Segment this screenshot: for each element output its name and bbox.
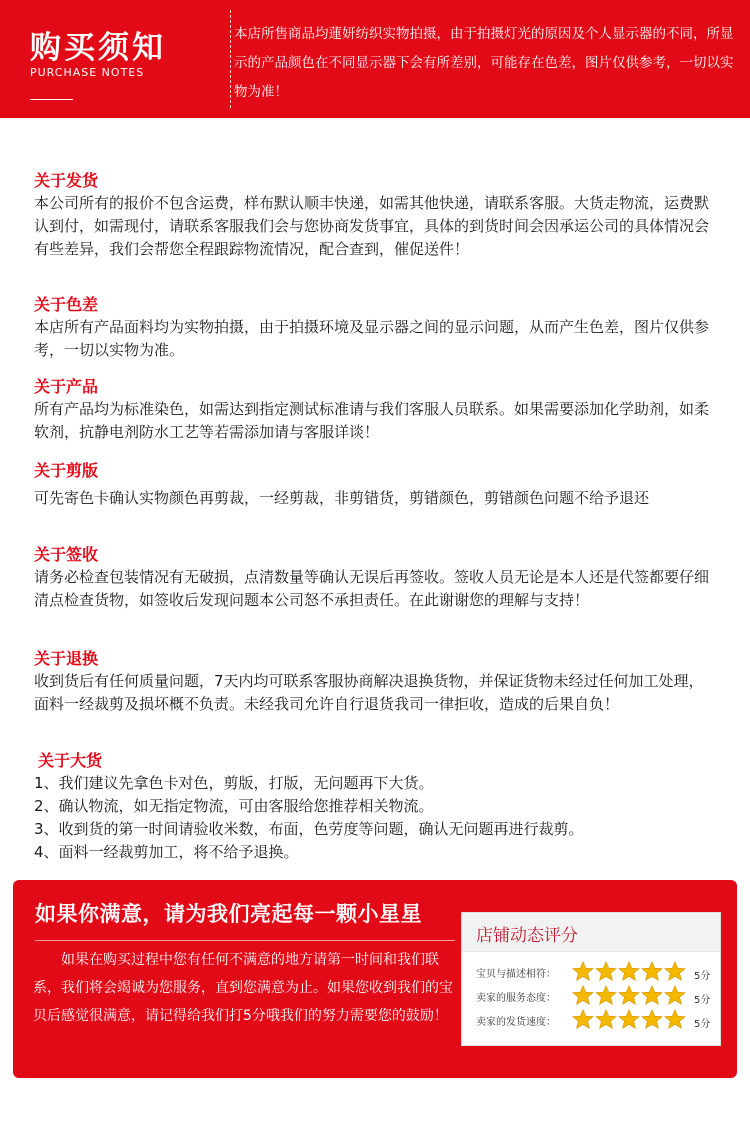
star-icon <box>664 1009 686 1029</box>
star-icon <box>618 985 640 1005</box>
star-group <box>572 1009 687 1031</box>
rating-title: 店铺动态评分 <box>476 926 578 946</box>
rating-row-shipping-speed <box>476 1009 716 1031</box>
section-title: 关于剪版 <box>34 461 99 480</box>
section-returns <box>34 648 714 716</box>
section-signing <box>34 544 714 612</box>
star-icon <box>595 1009 617 1029</box>
section-product <box>34 376 714 444</box>
star-icon <box>641 1009 663 1029</box>
title-underline <box>30 99 73 100</box>
list-item: 3、收到货的第一时间请验收米数，布面，色劳度等问题，确认无问题再进行裁剪。 <box>34 820 584 838</box>
rating-label: 卖家的发货速度： <box>476 1017 556 1028</box>
list-item: 4、面料一经裁剪加工，将不给予退换。 <box>34 843 299 861</box>
rating-label: 宝贝与描述相符： <box>476 969 556 980</box>
satisfaction-divider <box>35 940 455 941</box>
section-body: 本店所有产品面料均为实物拍摄，由于拍摄环境及显示器之间的显示问题，从而产生色差，图片仅供参考，一切以实物为准。 <box>34 318 710 359</box>
section-body: 本公司所有的报价不包含运费，样布默认顺丰快递，如需其他快递，请联系客服。大货走物流，运费默认到付，如需现付，请联系客服我们会与您协商发货事宜，具体的到货时间会因承运公司的具体情况会有些差异，我们会帮您全程跟踪物流情况，配合查到，催促送件！ <box>34 194 710 258</box>
list-item: 2、确认物流，如无指定物流，可由客服给您推荐相关物流。 <box>34 797 434 815</box>
section-body: 收到货后有任何质量问题，7天内均可联系客服协商解决退换货物，并保证货物未经过任何加工处理，面料一经裁剪及损坏概不负责。未经我司允许自行退货我司一律拒收，造成的后果自负！ <box>34 672 704 713</box>
star-icon <box>595 961 617 981</box>
rating-score: 5分 <box>694 1019 711 1030</box>
star-icon <box>641 985 663 1005</box>
list-item: 1、我们建议先拿色卡对色，剪版，打版，无问题再下大货。 <box>34 774 434 792</box>
header-title-block <box>0 0 230 118</box>
section-cutting <box>34 460 714 515</box>
section-title: 关于大货 <box>38 751 103 770</box>
star-icon <box>572 985 594 1005</box>
header-divider <box>230 10 231 108</box>
page-subtitle: PURCHASE NOTES <box>30 66 145 79</box>
header-banner <box>0 0 750 118</box>
star-icon <box>641 961 663 981</box>
section-body: 可先寄色卡确认实物颜色再剪裁，一经剪裁，非剪错货，剪错颜色，剪错颜色问题不给予退还 <box>34 489 650 507</box>
star-icon <box>572 1009 594 1029</box>
section-color-difference <box>34 294 714 362</box>
satisfaction-body: 如果在购买过程中您有任何不满意的地方请第一时间和我们联系，我们将会竭诚为您服务，直到您满意为止。如果您收到我们的宝贝后感觉很满意，请记得给我们打5分哦我们的努力需要您的鼓励！ <box>33 952 453 1024</box>
section-title: 关于发货 <box>34 171 99 190</box>
star-icon <box>664 985 686 1005</box>
store-rating-card <box>461 912 721 1046</box>
rating-score: 5分 <box>694 995 711 1006</box>
section-shipping <box>34 170 714 261</box>
section-body: 所有产品均为标准染色，如需达到指定测试标准请与我们客服人员联系。如果需要添加化学助剂，如柔软剂，抗静电剂防水工艺等若需添加请与客服详谈！ <box>34 400 710 441</box>
star-group <box>572 985 687 1007</box>
satisfaction-title: 如果你满意，请为我们亮起每一颗小星星 <box>35 902 422 926</box>
header-note: 本店所售商品均蓮妍纺织实物拍摄，由于拍摄灯光的原因及个人显示器的不同，所显示的产品颜色在不同显示器下会有所差别，可能存在色差，图片仅供参考，一切以实物为准！ <box>234 26 734 100</box>
star-icon <box>618 1009 640 1029</box>
rating-row-description <box>476 961 716 983</box>
star-icon <box>618 961 640 981</box>
section-bulk-order <box>34 750 714 864</box>
rating-row-service <box>476 985 716 1007</box>
rating-score: 5分 <box>694 971 711 982</box>
rating-header <box>462 913 720 952</box>
page-title: 购买须知 <box>30 30 166 66</box>
rating-label: 卖家的服务态度： <box>476 993 556 1004</box>
star-group <box>572 961 687 983</box>
section-body: 请务必检查包装情况有无破损，点清数量等确认无误后再签收。签收人员无论是本人还是代签都要仔细清点检查货物，如签收后发现问题本公司怒不承担责任。在此谢谢您的理解与支持！ <box>34 568 710 609</box>
star-icon <box>595 985 617 1005</box>
section-title: 关于色差 <box>34 295 99 314</box>
star-icon <box>572 961 594 981</box>
section-title: 关于产品 <box>34 377 99 396</box>
section-title: 关于退换 <box>34 649 99 668</box>
section-title: 关于签收 <box>34 545 99 564</box>
satisfaction-panel <box>13 880 737 1078</box>
star-icon <box>664 961 686 981</box>
